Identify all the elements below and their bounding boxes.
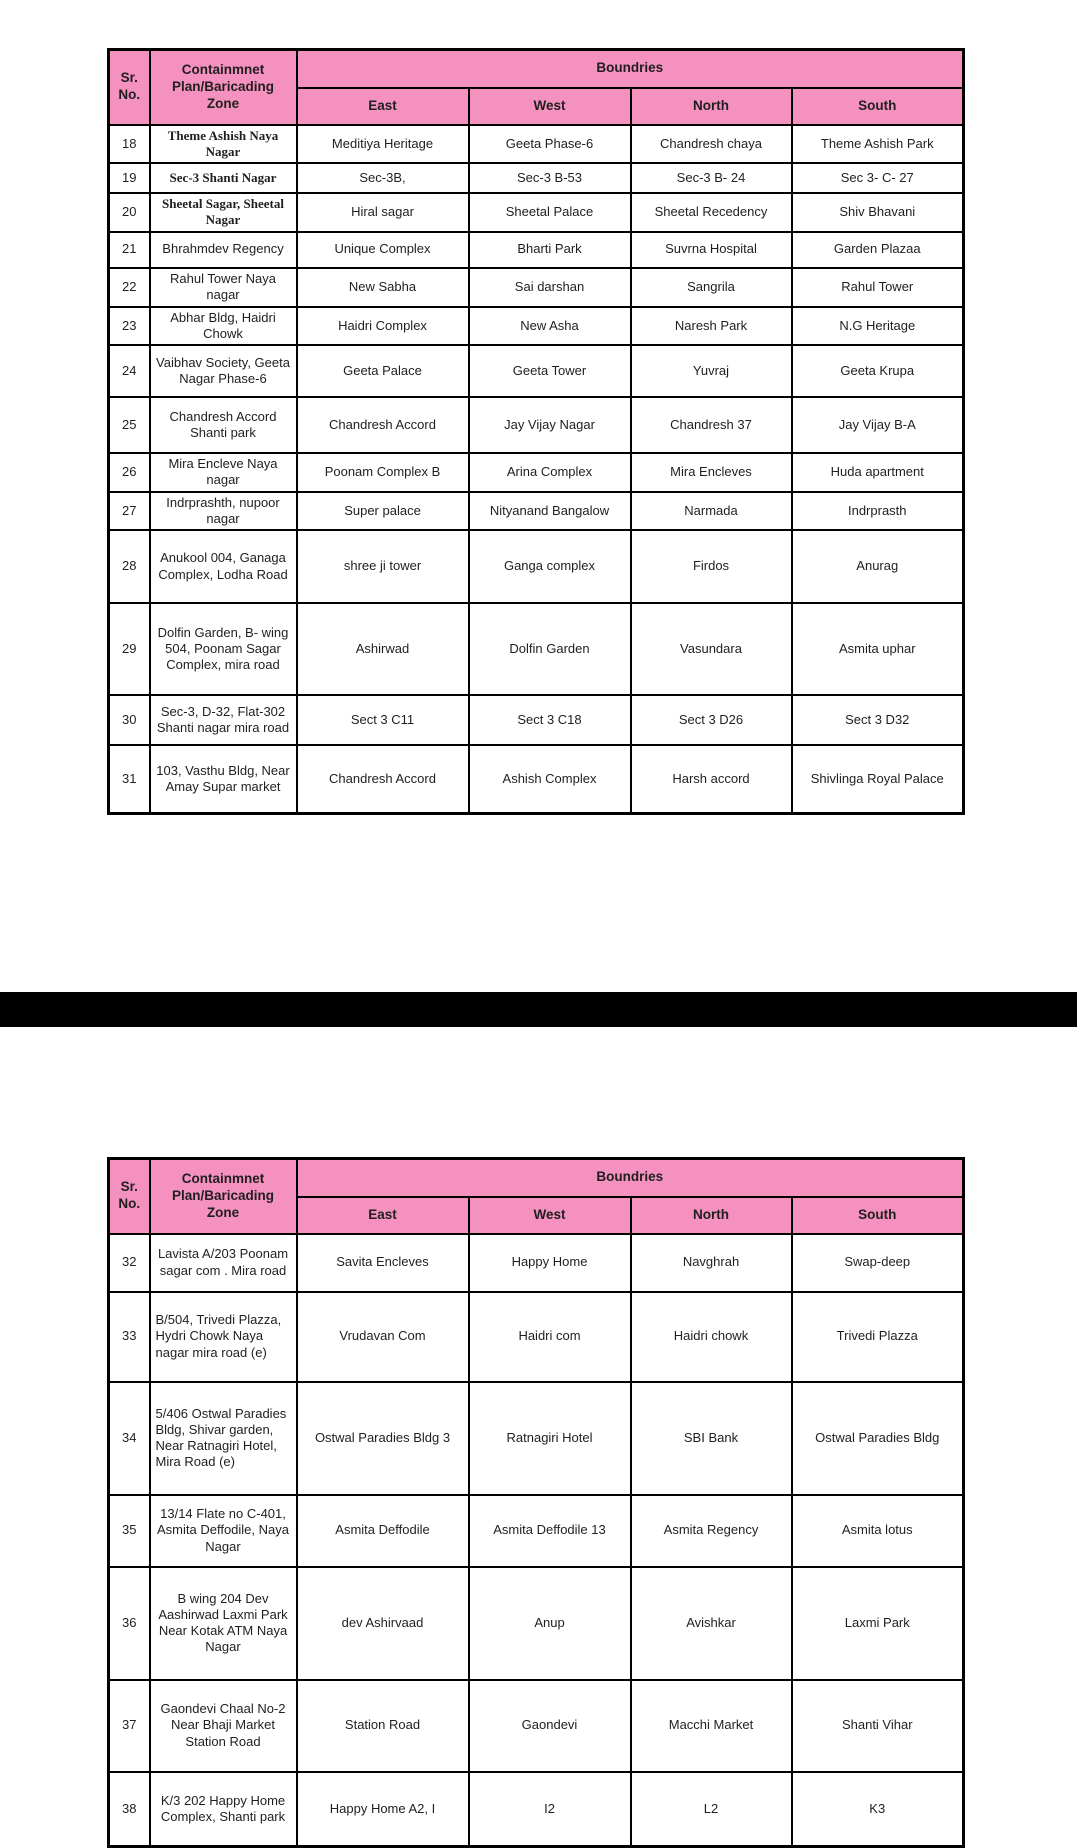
header-north: North <box>631 1197 792 1234</box>
sr-no-cell: 26 <box>109 453 150 492</box>
west-cell: Sect 3 C18 <box>469 695 631 745</box>
table-row <box>109 1292 964 1382</box>
north-cell: Mira Encleves <box>631 453 792 492</box>
header-zone: Containmnet Plan/Baricading Zone <box>150 1159 297 1234</box>
zone-cell: Anukool 004, Ganaga Complex, Lodha Road <box>150 530 297 603</box>
east-cell: Chandresh Accord <box>297 397 469 453</box>
south-cell: Theme Ashish Park <box>792 125 964 164</box>
sr-no-cell: 37 <box>109 1680 150 1772</box>
sr-no-cell: 28 <box>109 530 150 603</box>
east-cell: shree ji tower <box>297 530 469 603</box>
east-cell: New Sabha <box>297 268 469 307</box>
south-cell: Sec 3- C- 27 <box>792 163 964 193</box>
zone-cell: B wing 204 Dev Aashirwad Laxmi Park Near Kotak ATM Naya Nagar <box>150 1567 297 1680</box>
east-cell: Unique Complex <box>297 232 469 268</box>
south-cell: Shiv Bhavani <box>792 193 964 232</box>
header-boundaries: Boundries <box>297 50 964 88</box>
west-cell: Dolfin Garden <box>469 603 631 695</box>
header-sr-no: Sr. No. <box>109 50 150 125</box>
east-cell: dev Ashirvaad <box>297 1567 469 1680</box>
sr-no-cell: 20 <box>109 193 150 232</box>
table-row <box>109 345 964 397</box>
table-row <box>109 125 964 164</box>
table-row <box>109 232 964 268</box>
table-row <box>109 193 964 232</box>
sr-no-cell: 25 <box>109 397 150 453</box>
west-cell: Arina Complex <box>469 453 631 492</box>
zone-cell: Vaibhav Society, Geeta Nagar Phase-6 <box>150 345 297 397</box>
south-cell: Ostwal Paradies Bldg <box>792 1382 964 1495</box>
north-cell: Asmita Regency <box>631 1495 792 1567</box>
north-cell: Sangrila <box>631 268 792 307</box>
zone-cell: Sheetal Sagar, Sheetal Nagar <box>150 193 297 232</box>
north-cell: Sheetal Recedency <box>631 193 792 232</box>
zone-cell: K/3 202 Happy Home Complex, Shanti park <box>150 1772 297 1847</box>
west-cell: Sec-3 B-53 <box>469 163 631 193</box>
sr-no-cell: 31 <box>109 745 150 813</box>
north-cell: L2 <box>631 1772 792 1847</box>
sr-no-cell: 23 <box>109 307 150 346</box>
south-cell: Huda apartment <box>792 453 964 492</box>
sr-no-cell: 34 <box>109 1382 150 1495</box>
south-cell: Anurag <box>792 530 964 603</box>
sr-no-cell: 38 <box>109 1772 150 1847</box>
sr-no-cell: 35 <box>109 1495 150 1567</box>
east-cell: Haidri Complex <box>297 307 469 346</box>
north-cell: Avishkar <box>631 1567 792 1680</box>
west-cell: Bharti Park <box>469 232 631 268</box>
table-row <box>109 1234 964 1292</box>
west-cell: Gaondevi <box>469 1680 631 1772</box>
south-cell: Garden Plazaa <box>792 232 964 268</box>
sr-no-cell: 24 <box>109 345 150 397</box>
sr-no-cell: 32 <box>109 1234 150 1292</box>
table-row <box>109 492 964 531</box>
north-cell: Sec-3 B- 24 <box>631 163 792 193</box>
header-row-boundaries <box>109 1159 964 1197</box>
east-cell: Chandresh Accord <box>297 745 469 813</box>
table-header <box>109 1159 964 1234</box>
table-row <box>109 530 964 603</box>
sr-no-cell: 22 <box>109 268 150 307</box>
east-cell: Vrudavan Com <box>297 1292 469 1382</box>
sr-no-cell: 30 <box>109 695 150 745</box>
west-cell: Geeta Phase-6 <box>469 125 631 164</box>
sr-no-cell: 27 <box>109 492 150 531</box>
table-row <box>109 1382 964 1495</box>
header-north: North <box>631 88 792 125</box>
table-row <box>109 1567 964 1680</box>
south-cell: Shanti Vihar <box>792 1680 964 1772</box>
west-cell: Jay Vijay Nagar <box>469 397 631 453</box>
west-cell: Happy Home <box>469 1234 631 1292</box>
east-cell: Ostwal Paradies Bldg 3 <box>297 1382 469 1495</box>
west-cell: New Asha <box>469 307 631 346</box>
north-cell: Chandresh 37 <box>631 397 792 453</box>
sr-no-cell: 19 <box>109 163 150 193</box>
east-cell: Super palace <box>297 492 469 531</box>
table-row <box>109 1680 964 1772</box>
west-cell: Ratnagiri Hotel <box>469 1382 631 1495</box>
zone-cell: Abhar Bldg, Haidri Chowk <box>150 307 297 346</box>
south-cell: Rahul Tower <box>792 268 964 307</box>
table-row <box>109 397 964 453</box>
table-body <box>109 1234 964 1847</box>
table-row <box>109 1495 964 1567</box>
zone-cell: Sec-3 Shanti Nagar <box>150 163 297 193</box>
header-east: East <box>297 88 469 125</box>
west-cell: Sheetal Palace <box>469 193 631 232</box>
south-cell: Jay Vijay B-A <box>792 397 964 453</box>
south-cell: Asmita lotus <box>792 1495 964 1567</box>
north-cell: Firdos <box>631 530 792 603</box>
sr-no-cell: 18 <box>109 125 150 164</box>
header-boundaries: Boundries <box>297 1159 964 1197</box>
sr-no-cell: 36 <box>109 1567 150 1680</box>
south-cell: Swap-deep <box>792 1234 964 1292</box>
east-cell: Geeta Palace <box>297 345 469 397</box>
north-cell: Suvrna Hospital <box>631 232 792 268</box>
table-body <box>109 125 964 814</box>
page-break-band <box>0 992 1077 1027</box>
sr-no-cell: 29 <box>109 603 150 695</box>
west-cell: Haidri com <box>469 1292 631 1382</box>
west-cell: Anup <box>469 1567 631 1680</box>
north-cell: Chandresh chaya <box>631 125 792 164</box>
table-row <box>109 745 964 813</box>
zone-cell: Rahul Tower Naya nagar <box>150 268 297 307</box>
zone-cell: Dolfin Garden, B- wing 504, Poonam Sagar Complex, mira road <box>150 603 297 695</box>
east-cell: Station Road <box>297 1680 469 1772</box>
north-cell: Naresh Park <box>631 307 792 346</box>
table-row <box>109 163 964 193</box>
zone-cell: 103, Vasthu Bldg, Near Amay Supar market <box>150 745 297 813</box>
east-cell: Ashirwad <box>297 603 469 695</box>
zone-cell: Gaondevi Chaal No-2 Near Bhaji Market Station Road <box>150 1680 297 1772</box>
table-row <box>109 268 964 307</box>
south-cell: Indrprasth <box>792 492 964 531</box>
north-cell: SBI Bank <box>631 1382 792 1495</box>
north-cell: Narmada <box>631 492 792 531</box>
north-cell: Haidri chowk <box>631 1292 792 1382</box>
west-cell: Geeta Tower <box>469 345 631 397</box>
south-cell: Shivlinga Royal Palace <box>792 745 964 813</box>
table-row <box>109 307 964 346</box>
sr-no-cell: 21 <box>109 232 150 268</box>
sr-no-cell: 33 <box>109 1292 150 1382</box>
east-cell: Hiral sagar <box>297 193 469 232</box>
east-cell: Savita Encleves <box>297 1234 469 1292</box>
west-cell: Nityanand Bangalow <box>469 492 631 531</box>
south-cell: Asmita uphar <box>792 603 964 695</box>
east-cell: Sec-3B, <box>297 163 469 193</box>
west-cell: Ashish Complex <box>469 745 631 813</box>
south-cell: Trivedi Plazza <box>792 1292 964 1382</box>
table-row <box>109 453 964 492</box>
header-west: West <box>469 88 631 125</box>
north-cell: Yuvraj <box>631 345 792 397</box>
zone-cell: B/504, Trivedi Plazza, Hydri Chowk Naya nagar mira road (e) <box>150 1292 297 1382</box>
zone-cell: 5/406 Ostwal Paradies Bldg, Shivar garden, Near Ratnagiri Hotel, Mira Road (e) <box>150 1382 297 1495</box>
header-south: South <box>792 1197 964 1234</box>
header-east: East <box>297 1197 469 1234</box>
table-row <box>109 695 964 745</box>
header-row-boundaries <box>109 50 964 88</box>
south-cell: N.G Heritage <box>792 307 964 346</box>
zone-cell: Indrprashth, nupoor nagar <box>150 492 297 531</box>
south-cell: Geeta Krupa <box>792 345 964 397</box>
north-cell: Sect 3 D26 <box>631 695 792 745</box>
header-zone: Containmnet Plan/Baricading Zone <box>150 50 297 125</box>
header-west: West <box>469 1197 631 1234</box>
containment-table-page1 <box>107 48 965 815</box>
east-cell: Meditiya Heritage <box>297 125 469 164</box>
zone-cell: Theme Ashish Naya Nagar <box>150 125 297 164</box>
north-cell: Navghrah <box>631 1234 792 1292</box>
east-cell: Poonam Complex B <box>297 453 469 492</box>
east-cell: Sect 3 C11 <box>297 695 469 745</box>
south-cell: Sect 3 D32 <box>792 695 964 745</box>
west-cell: Asmita Deffodile 13 <box>469 1495 631 1567</box>
north-cell: Harsh accord <box>631 745 792 813</box>
south-cell: Laxmi Park <box>792 1567 964 1680</box>
north-cell: Macchi Market <box>631 1680 792 1772</box>
table-row <box>109 1772 964 1847</box>
west-cell: Ganga complex <box>469 530 631 603</box>
zone-cell: Chandresh Accord Shanti park <box>150 397 297 453</box>
containment-table-page2 <box>107 1157 965 1848</box>
east-cell: Asmita Deffodile <box>297 1495 469 1567</box>
header-south: South <box>792 88 964 125</box>
zone-cell: Mira Encleve Naya nagar <box>150 453 297 492</box>
west-cell: Sai darshan <box>469 268 631 307</box>
zone-cell: Bhrahmdev Regency <box>150 232 297 268</box>
zone-cell: Lavista A/203 Poonam sagar com . Mira road <box>150 1234 297 1292</box>
zone-cell: Sec-3, D-32, Flat-302 Shanti nagar mira road <box>150 695 297 745</box>
west-cell: I2 <box>469 1772 631 1847</box>
header-sr-no: Sr. No. <box>109 1159 150 1234</box>
south-cell: K3 <box>792 1772 964 1847</box>
table-row <box>109 603 964 695</box>
north-cell: Vasundara <box>631 603 792 695</box>
table-header <box>109 50 964 125</box>
east-cell: Happy Home A2, I <box>297 1772 469 1847</box>
zone-cell: 13/14 Flate no C-401, Asmita Deffodile, Naya Nagar <box>150 1495 297 1567</box>
